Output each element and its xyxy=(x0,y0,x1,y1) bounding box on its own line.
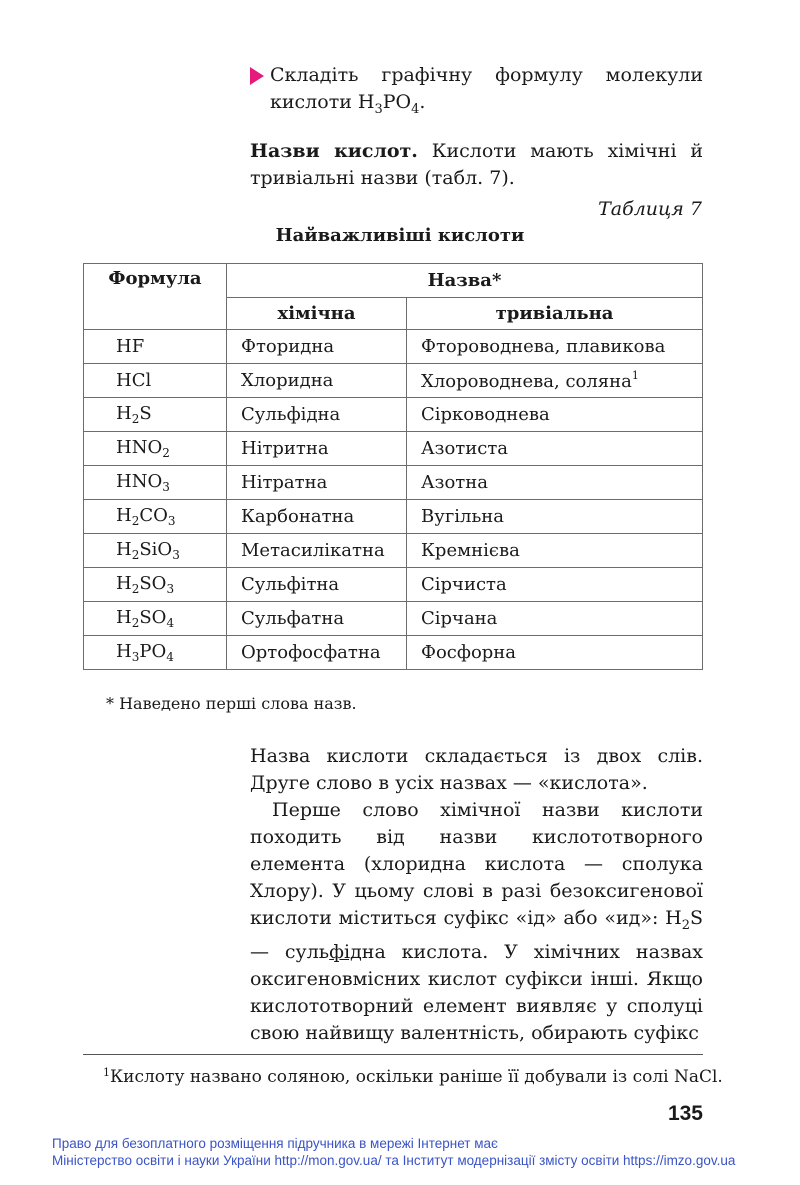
table-label: Таблиця 7 xyxy=(598,198,702,220)
trivial-name-cell: Сірчана xyxy=(407,602,703,636)
table-row xyxy=(84,432,703,466)
section-heading: Назви кислот. xyxy=(250,140,418,162)
table-row xyxy=(84,330,703,364)
chemical-name-cell: Нітритна xyxy=(227,432,407,466)
table-row xyxy=(84,500,703,534)
formula-cell: $H_2SO_3$ xyxy=(84,568,227,602)
task-instruction: Складіть графічну формулу молекули кислоти $H_3PO_4$. xyxy=(250,62,703,123)
license-line-1: Право для безоплатного розміщення підручника в мережі Інтернет має xyxy=(52,1136,498,1151)
header-formula: Формула xyxy=(84,264,227,330)
formula-cell: $HNO_2$ xyxy=(84,432,227,466)
paragraph-2: Перше слово хімічної назви кислоти походить від назви кислототворного елемента (хлоридна кислота — сполука Хлору). У цьому слові в разі безоксигенової кислоти міститься суфікс «ід» або «ид»: $H_2S$ — сульфідна кислота. У хімічних назвах оксигеновмісних кислот суфікси інші. Якщо кислототворний елемент виявляє у сполуці свою найвищу валентність, обирають суфікс xyxy=(250,799,704,1044)
formula-cell: $H_2SO_4$ xyxy=(84,602,227,636)
formula-cell: $HNO_3$ xyxy=(84,466,227,500)
trivial-name-cell: Сірководнева xyxy=(407,398,703,432)
trivial-name-cell: Вугільна xyxy=(407,500,703,534)
footnote-divider xyxy=(83,1054,703,1055)
chemical-name-cell: Сульфітна xyxy=(227,568,407,602)
table-row xyxy=(84,364,703,398)
header-trivial: тривіальна xyxy=(407,298,703,330)
chemical-name-cell: Сульфатна xyxy=(227,602,407,636)
trivial-name-cell: Сірчиста xyxy=(407,568,703,602)
trivial-name-cell: Хлороводнева, соляна$^1$ xyxy=(407,364,703,398)
formula-cell: HF xyxy=(84,330,227,364)
paragraph-1: Назва кислоти складається із двох слів. Друге слово в усіх назвах — «кислота». xyxy=(250,745,703,794)
trivial-name-cell: Фтороводнева, плавикова xyxy=(407,330,703,364)
header-chemical: хімічна xyxy=(227,298,407,330)
chemical-name-cell: Карбонатна xyxy=(227,500,407,534)
footnote: $^1$Кислоту названо соляною, оскільки раніше її добували із солі NaCl. xyxy=(103,1066,723,1087)
formula-cell: HCl xyxy=(84,364,227,398)
acids-table xyxy=(83,263,703,670)
acid-names-intro: Назви кислот. Кислоти мають хімічні й тривіальні назви (табл. 7). xyxy=(250,140,704,189)
header-name: Назва* xyxy=(227,264,703,298)
chemical-name-cell: Хлоридна xyxy=(227,364,407,398)
page-number: 135 xyxy=(667,1102,703,1125)
formula-cell: $H_2S$ xyxy=(84,398,227,432)
chemical-name-cell: Ортофосфатна xyxy=(227,636,407,670)
star-note: * Наведено перші слова назв. xyxy=(106,694,357,713)
table-row xyxy=(84,602,703,636)
formula-cell: $H_3PO_4$ xyxy=(84,636,227,670)
license-line-2: Міністерство освіти і науки України http://mon.gov.ua/ та Інститут модернізації змісту освіти https://imzo.gov.ua xyxy=(52,1153,736,1168)
chemical-name-cell: Фторидна xyxy=(227,330,407,364)
trivial-name-cell: Азотиста xyxy=(407,432,703,466)
task-arrow-icon xyxy=(250,67,264,85)
formula-cell: $H_2SiO_3$ xyxy=(84,534,227,568)
trivial-name-cell: Фосфорна xyxy=(407,636,703,670)
chemical-name-cell: Метасилікатна xyxy=(227,534,407,568)
trivial-name-cell: Азотна xyxy=(407,466,703,500)
trivial-name-cell: Кремнієва xyxy=(407,534,703,568)
chemical-name-cell: Нітратна xyxy=(227,466,407,500)
table-row xyxy=(84,636,703,670)
chemical-name-cell: Сульфідна xyxy=(227,398,407,432)
table-row xyxy=(84,534,703,568)
formula-cell: $H_2CO_3$ xyxy=(84,500,227,534)
table-row xyxy=(84,568,703,602)
table-row xyxy=(84,466,703,500)
table-row xyxy=(84,398,703,432)
table-title: Найважливіші кислоти xyxy=(275,225,525,246)
